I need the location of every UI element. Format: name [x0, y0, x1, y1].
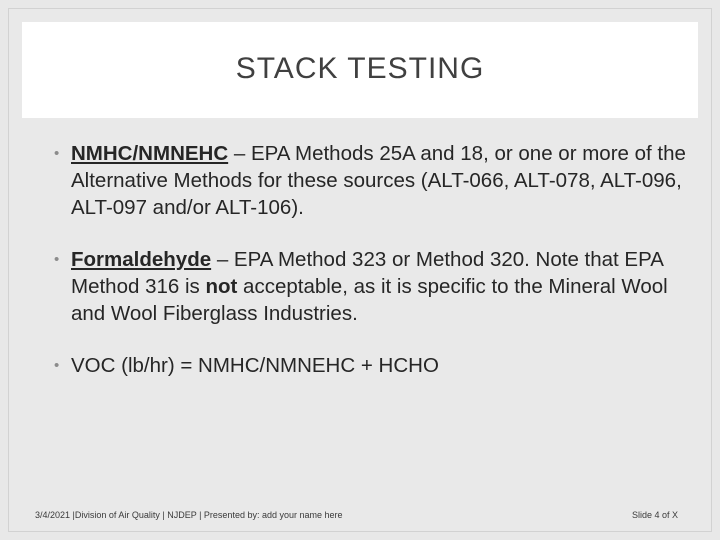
- bullet-list: [50, 140, 690, 379]
- bullet-text-after: acceptable, as it is specific to the Mineral Wool and Wool Fiberglass Industries.: [71, 275, 668, 325]
- bullet-dot-icon: •: [54, 251, 60, 268]
- title-box: [22, 22, 698, 118]
- bullet-term: Formaldehyde: [71, 248, 212, 271]
- bullet-text-before: – EPA Method 323 or Method 320. Note that EPA Method 316 is: [71, 248, 663, 298]
- bullet-formaldehyde: [50, 246, 690, 327]
- slide-title: STACK TESTING: [235, 52, 485, 85]
- bullet-emphasis: not: [205, 275, 238, 298]
- bullet-dot-icon: •: [54, 357, 60, 374]
- bullet-dot-icon: •: [54, 145, 60, 162]
- bullet-nmhc: [50, 140, 690, 221]
- footer-info: 3/4/2021 |Division of Air Quality | NJDEP | Presented by: add your name here: [35, 510, 343, 520]
- bullet-voc: [50, 352, 690, 379]
- slide-number: Slide 4 of X: [631, 510, 678, 520]
- bullet-term: NMHC/NMNEHC: [71, 142, 229, 165]
- bullet-text: – EPA Methods 25A and 18, or one or more of the Alternative Methods for these sources (ALT-066, ALT-078, ALT-096, ALT-097 and/or ALT-106).: [71, 142, 686, 219]
- bullet-text: VOC (lb/hr) = NMHC/NMNEHC + HCHO: [71, 354, 439, 377]
